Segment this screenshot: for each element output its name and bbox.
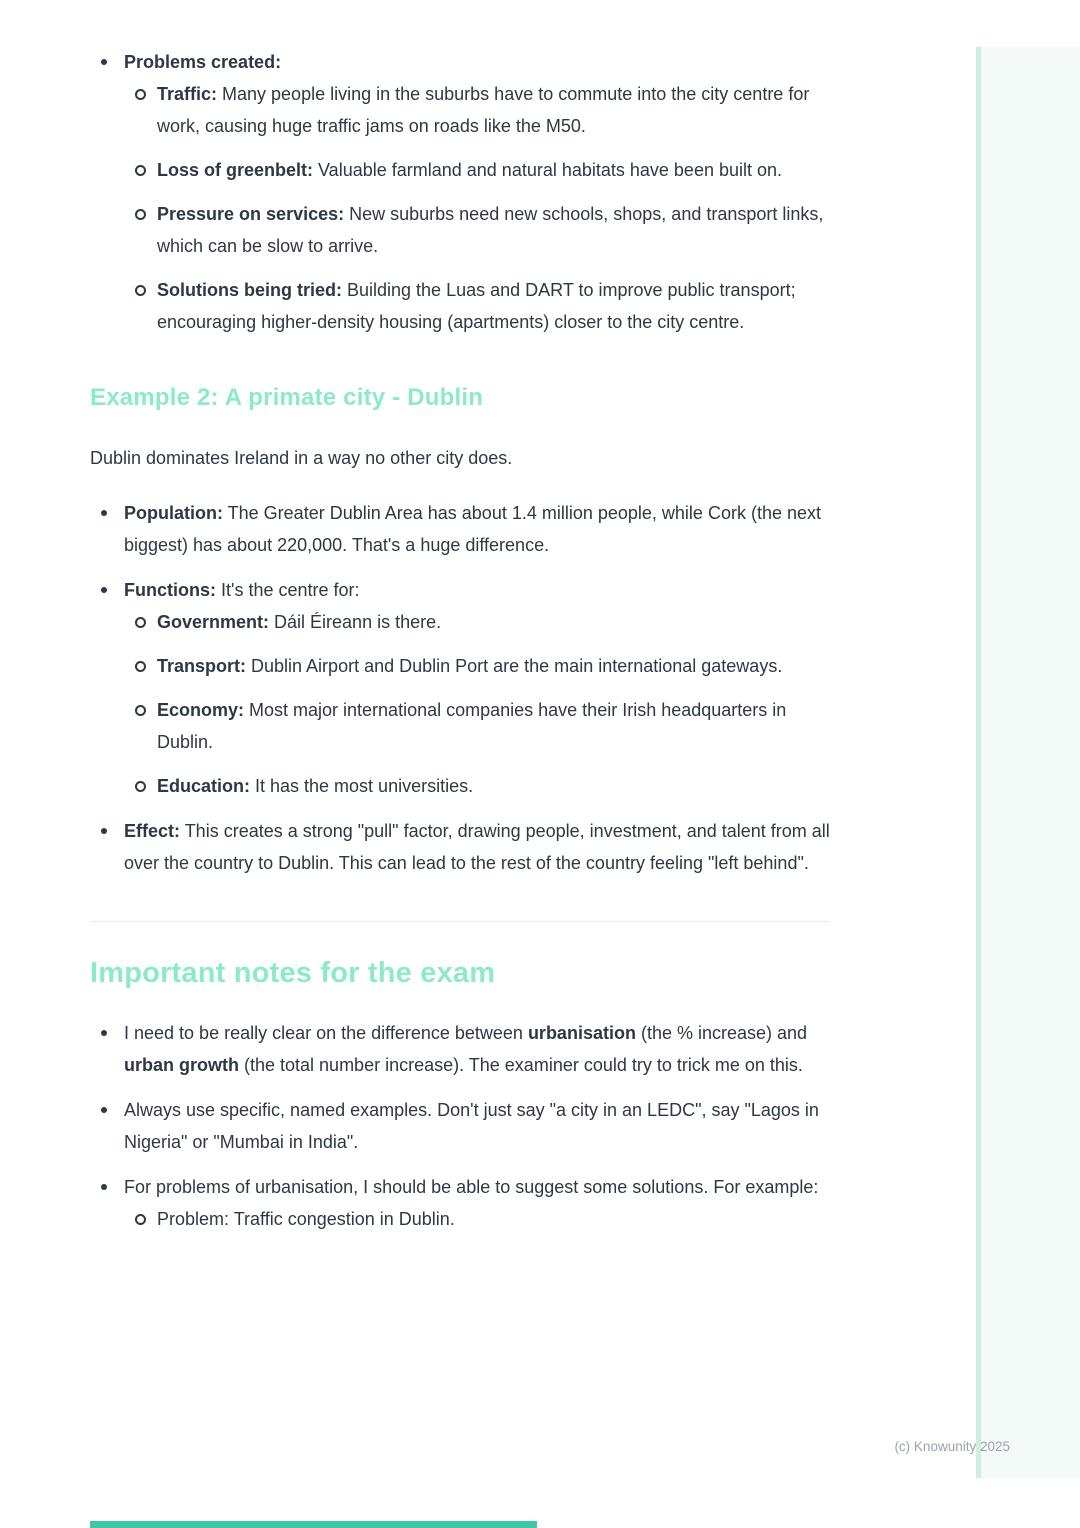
list-item: Economy: Most major international companies have their Irish headquarters in Dublin. bbox=[124, 694, 830, 758]
bottom-accent-bar bbox=[90, 1521, 537, 1528]
section-divider bbox=[90, 921, 830, 922]
notes-heading: Important notes for the exam bbox=[90, 957, 496, 989]
list-item bbox=[90, 1171, 830, 1235]
functions-sublist bbox=[124, 606, 830, 802]
list-item: Education: It has the most universities. bbox=[124, 770, 830, 802]
list-item: Always use specific, named examples. Don't just say "a city in an LEDC", say "Lagos in Nigeria" or "Mumbai in India". bbox=[90, 1094, 830, 1158]
list-item bbox=[90, 574, 830, 802]
problems-lead: Problems created: bbox=[124, 52, 282, 72]
list-item: Loss of greenbelt: Valuable farmland and natural habitats have been built on. bbox=[124, 154, 830, 186]
list-item: Problem: Traffic congestion in Dublin. bbox=[124, 1203, 830, 1235]
problems-list bbox=[90, 46, 830, 338]
list-item: Government: Dáil Éireann is there. bbox=[124, 606, 830, 638]
list-item: Effect: This creates a strong "pull" factor, drawing people, investment, and talent from all over the country to Dublin. This can lead to the rest of the country feeling "left behind". bbox=[90, 815, 830, 879]
document-content bbox=[90, 46, 830, 1235]
copyright-text: (c) Knowunity 2025 bbox=[894, 1439, 1010, 1454]
right-accent-bar bbox=[976, 47, 1080, 1478]
problems-sublist bbox=[124, 78, 830, 338]
list-item bbox=[90, 46, 830, 338]
example2-list bbox=[90, 497, 830, 879]
example2-heading: Example 2: A primate city - Dublin bbox=[90, 384, 484, 411]
notes-item3-lead: For problems of urbanisation, I should be able to suggest some solutions. For example: bbox=[124, 1177, 819, 1197]
list-item: Traffic: Many people living in the suburbs have to commute into the city centre for work, causing huge traffic jams on roads like the M50. bbox=[124, 78, 830, 142]
list-item: Solutions being tried: Building the Luas and DART to improve public transport; encouraging higher-density housing (apartments) closer to the city centre. bbox=[124, 274, 830, 338]
list-item: Population: The Greater Dublin Area has about 1.4 million people, while Cork (the next biggest) has about 220,000. That's a huge difference. bbox=[90, 497, 830, 561]
notes-list bbox=[90, 1017, 830, 1235]
notes-sublist bbox=[124, 1203, 830, 1235]
list-item: Pressure on services: New suburbs need new schools, shops, and transport links, which can be slow to arrive. bbox=[124, 198, 830, 262]
list-item: I need to be really clear on the difference between urbanisation (the % increase) and urban growth (the total number increase). The examiner could try to trick me on this. bbox=[90, 1017, 830, 1081]
example2-intro: Dublin dominates Ireland in a way no other city does. bbox=[90, 448, 513, 468]
list-item: Transport: Dublin Airport and Dublin Port are the main international gateways. bbox=[124, 650, 830, 682]
functions-lead: Functions: It's the centre for: bbox=[124, 580, 360, 600]
